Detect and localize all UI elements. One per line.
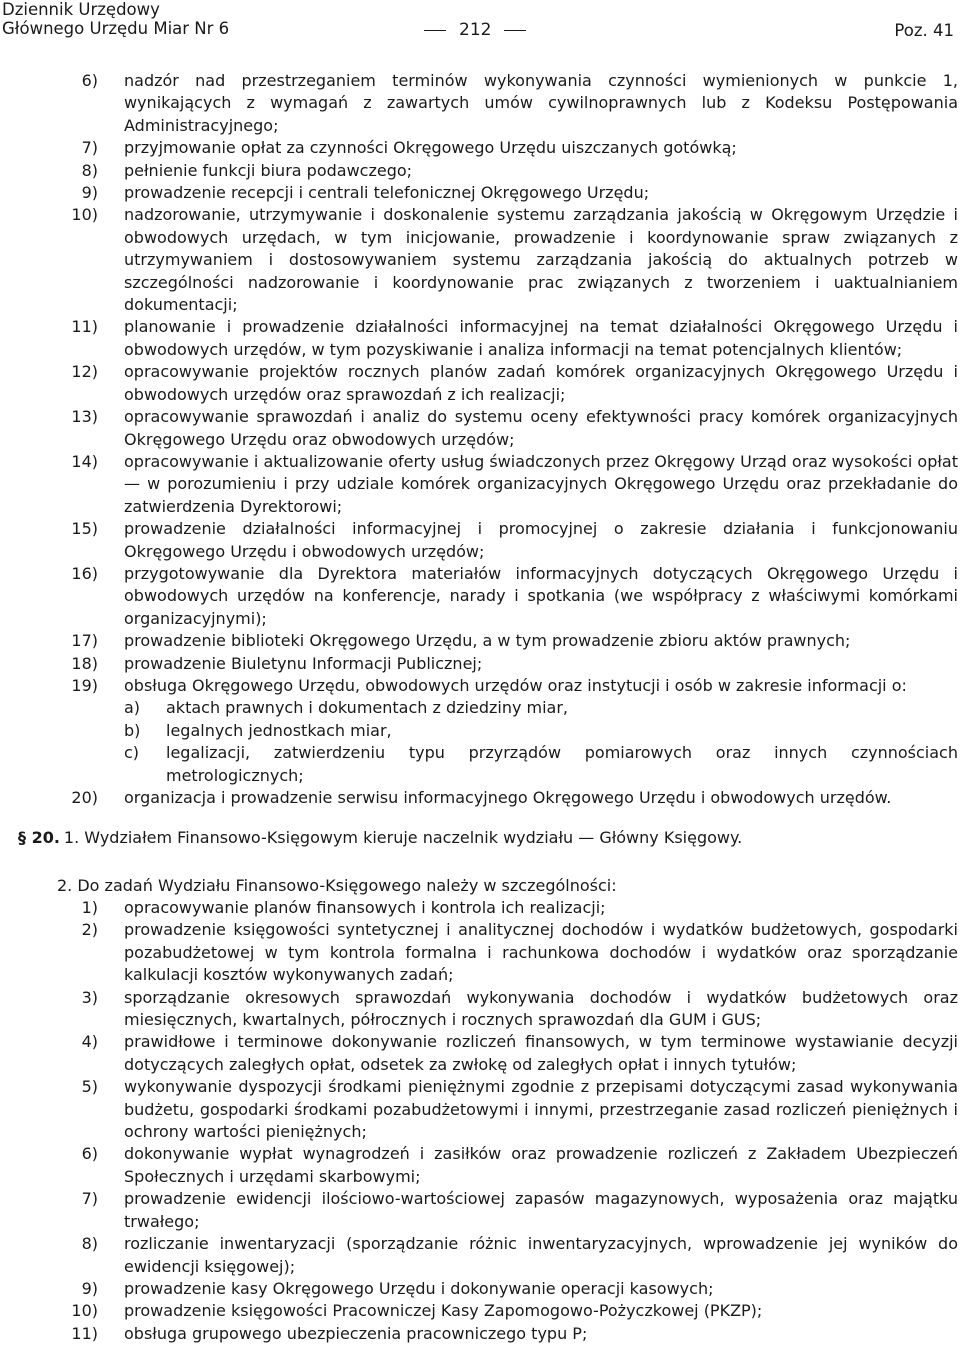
list-item-number: 19) bbox=[71, 675, 98, 695]
list-item bbox=[0, 653, 960, 675]
list-item-number: 1) bbox=[81, 898, 98, 917]
list-item-text: prowadzenie księgowości syntetycznej i analitycznej dochodów i wydatków budżetowych, gospodarki pozabudżetowej w tym kontrola formalna i rachunkowa dochodów i wydatków oraz sporządzanie kalkulacji kosztów wykonywanych zadań; bbox=[124, 920, 958, 985]
list-item-number: 9) bbox=[81, 1278, 98, 1298]
list-item-number: 8) bbox=[81, 1234, 98, 1254]
list-item bbox=[0, 361, 960, 406]
list-item-text: prawidłowe i terminowe dokonywanie rozliczeń finansowych, w tym terminowe wystawianie decyzji dotyczących zaległych opłat, odsetek za zwłokę od zaległych opłat i innych tytułów; bbox=[124, 1032, 958, 1074]
section-20-p1: 1. Wydziałem Finansowo-Księgowym kieruje naczelnik wydziału — Główny Księgowy. bbox=[63, 828, 743, 847]
list-item bbox=[0, 70, 960, 137]
list-item bbox=[0, 563, 960, 630]
list-item bbox=[0, 1300, 960, 1322]
list-item bbox=[0, 1278, 960, 1300]
list-item bbox=[0, 406, 960, 451]
list-item-text: aktach prawnych i dokumentach z dziedziny miar, bbox=[166, 698, 569, 718]
list-item-text: nadzorowanie, utrzymywanie i doskonalenie systemu zarządzania jakością w Okręgowym Urzędzie i obwodowych urzędach, w tym inicjowanie, prowadzenie i koordynowanie spraw związanych z utrzymywaniem i dostosowywaniem systemu zarządzania jakością do aktualnych potrzeb w szczególności nadzorowanie i koordynowanie prac związanych z tworzeniem i uaktualnianiem dokumentacji; bbox=[124, 205, 958, 315]
list-item bbox=[0, 160, 960, 182]
list-item bbox=[0, 630, 960, 652]
list-item-text: wykonywanie dyspozycji środkami pieniężnymi zgodnie z przepisami dotyczącymi zasad wykonywania budżetu, gospodarki środkami pozabudżetowymi i innymi, przestrzeganie zasad rozliczeń pieniężnych i ochrony wartości pieniężnych; bbox=[124, 1077, 958, 1142]
list-item-number: 6) bbox=[81, 71, 98, 90]
list-item-text: przyjmowanie opłat za czynności Okręgowego Urzędu uiszczanych gotówką; bbox=[124, 138, 737, 158]
sub-list-item bbox=[0, 742, 960, 787]
list-item-text: rozliczanie inwentaryzacji (sporządzanie różnic inwentaryzacyjnych, wprowadzenie jej wyników do ewidencji księgowej); bbox=[124, 1234, 958, 1276]
list-item-number: 17) bbox=[71, 631, 98, 651]
list-item bbox=[0, 987, 960, 1032]
sub-list-item bbox=[0, 697, 960, 719]
list-item-number: 20) bbox=[71, 788, 98, 807]
journal-title bbox=[2, 0, 229, 38]
list-item-number: b) bbox=[124, 720, 141, 740]
list-item bbox=[0, 1233, 960, 1278]
list-item bbox=[0, 1188, 960, 1233]
list-item bbox=[0, 787, 960, 809]
list-item bbox=[0, 1076, 960, 1143]
list-item-number: 16) bbox=[71, 563, 98, 583]
list-item-text: prowadzenie ewidencji ilościowo-wartościowej zapasów magazynowych, wyposażenia oraz majątku trwałego; bbox=[124, 1189, 958, 1231]
list-item-number: 6) bbox=[81, 1144, 98, 1164]
task-list-general bbox=[0, 70, 960, 809]
list-item-number: 5) bbox=[81, 1077, 98, 1097]
list-item-text: legalizacji, zatwierdzeniu typu przyrządów pomiarowych oraz innych czynnościach metrologicznych; bbox=[166, 743, 958, 785]
dash-left bbox=[424, 30, 446, 32]
list-item-number: 7) bbox=[81, 138, 98, 158]
list-item bbox=[0, 137, 960, 159]
list-item-number: 8) bbox=[81, 160, 98, 180]
list-item-text: planowanie i prowadzenie działalności informacyjnej na temat działalności Okręgowego Urzędu i obwodowych urzędów, w tym pozyskiwanie i analiza informacji na temat potencjalnych klientów; bbox=[124, 317, 958, 359]
list-item-text: prowadzenie recepcji i centrali telefonicznej Okręgowego Urzędu; bbox=[124, 183, 650, 203]
list-item bbox=[0, 1323, 960, 1345]
list-item bbox=[0, 1143, 960, 1188]
list-item-number: a) bbox=[124, 698, 141, 718]
list-item-number: 2) bbox=[81, 920, 98, 940]
list-item bbox=[0, 204, 960, 316]
list-item bbox=[0, 675, 960, 697]
list-item-number: 7) bbox=[81, 1189, 98, 1209]
list-item-number: 4) bbox=[81, 1032, 98, 1052]
list-item-number: 12) bbox=[71, 362, 98, 382]
page-number: 212 bbox=[459, 20, 492, 40]
list-item-text: pełnienie funkcji biura podawczego; bbox=[124, 160, 413, 180]
list-item bbox=[0, 897, 960, 919]
page-number-group bbox=[411, 21, 539, 40]
sub-list-item bbox=[0, 720, 960, 742]
section-20-point-2: 2. Do zadań Wydziału Finansowo-Księgowego należy w szczególności: bbox=[57, 876, 617, 895]
list-item bbox=[0, 919, 960, 986]
list-item-text: prowadzenie księgowości Pracowniczej Kasy Zapomogowo-Pożyczkowej (PKZP); bbox=[124, 1301, 763, 1321]
list-item-text: obsługa Okręgowego Urzędu, obwodowych urzędów oraz instytucji i osób w zakresie informacji o: bbox=[124, 675, 907, 695]
list-item-text: legalnych jednostkach miar, bbox=[166, 720, 392, 740]
list-item-number: 14) bbox=[71, 451, 98, 471]
list-item-text: sporządzanie okresowych sprawozdań wykonywania dochodów i wydatków budżetowych oraz miesięcznych, kwartalnych, półrocznych i rocznych sprawozdań dla GUM i GUS; bbox=[124, 987, 958, 1030]
journal-title-line1: Dziennik Urzędowy bbox=[2, 0, 160, 19]
list-item-text: prowadzenie biblioteki Okręgowego Urzędu, a w tym prowadzenie zbioru aktów prawnych; bbox=[124, 631, 851, 651]
list-item-text: dokonywanie wypłat wynagrodzeń i zasiłków oraz prowadzenie rozliczeń z Zakładem Ubezpieczeń Społecznych i urzędami skarbowymi; bbox=[124, 1144, 958, 1186]
list-item-text: opracowywanie sprawozdań i analiz do systemu oceny efektywności pracy komórek organizacyjnych Okręgowego Urzędu oraz obwodowych urzędów; bbox=[124, 407, 958, 449]
list-item-text: opracowywanie planów finansowych i kontrola ich realizacji; bbox=[124, 898, 606, 917]
list-item bbox=[0, 451, 960, 518]
list-item-number: 10) bbox=[71, 205, 98, 225]
list-item-number: 11) bbox=[71, 317, 98, 337]
list-item bbox=[0, 518, 960, 563]
list-item-text: prowadzenie działalności informacyjnej i promocyjnej o zakresie działania i funkcjonowaniu Okręgowego Urzędu i obwodowych urzędów; bbox=[124, 519, 958, 561]
list-item-number: 10) bbox=[71, 1301, 98, 1321]
page-header bbox=[0, 0, 960, 44]
list-item-text: nadzór nad przestrzeganiem terminów wykonywania czynności wymienionych w punkcie 1, wynikających z wymagań z zawartych umów cywilnoprawnych lub z Kodeksu Postępowania Administracyjnego; bbox=[124, 71, 958, 135]
list-item-number: 11) bbox=[71, 1323, 98, 1343]
list-item-number: c) bbox=[124, 743, 140, 763]
list-item-number: 13) bbox=[71, 407, 98, 427]
list-item-number: 15) bbox=[71, 519, 98, 539]
journal-title-line2: Głównego Urzędu Miar Nr 6 bbox=[2, 19, 230, 38]
list-item bbox=[0, 182, 960, 204]
list-item-number: 9) bbox=[81, 183, 98, 203]
list-item-text: opracowywanie projektów rocznych planów zadań komórek organizacyjnych Okręgowego Urzędu i obwodowych urzędów oraz sprawozdań z ich realizacji; bbox=[124, 362, 958, 404]
list-item-text: prowadzenie Biuletynu Informacji Publicznej; bbox=[124, 653, 483, 673]
list-item bbox=[0, 316, 960, 361]
list-item-text: organizacja i prowadzenie serwisu informacyjnego Okręgowego Urzędu i obwodowych urzędów. bbox=[124, 788, 892, 807]
list-item-text: opracowywanie i aktualizowanie oferty usług świadczonych przez Okręgowy Urząd oraz wysokości opłat — w porozumieniu i przy udziale komórek organizacyjnych Okręgowego Urzędu oraz przekładanie do zatwierdzenia Dyrektorowi; bbox=[124, 451, 958, 516]
list-item bbox=[0, 1031, 960, 1076]
section-20-point-1 bbox=[18, 827, 742, 849]
list-item-number: 18) bbox=[71, 653, 98, 673]
list-item-text: obsługa grupowego ubezpieczenia pracowniczego typu P; bbox=[124, 1323, 588, 1343]
position-number: Poz. 41 bbox=[894, 21, 954, 40]
list-item-text: przygotowywanie dla Dyrektora materiałów informacyjnych dotyczących Okręgowego Urzędu i obwodowych urzędów na konferencje, narady i spotkania (we współpracy z właściwymi komórkami organizacyjnymi); bbox=[124, 563, 958, 628]
task-list-finance bbox=[0, 897, 960, 1345]
list-item-number: 3) bbox=[81, 987, 98, 1007]
list-item-text: prowadzenie kasy Okręgowego Urzędu i dokonywanie operacji kasowych; bbox=[124, 1278, 714, 1298]
section-20-marker: § 20. bbox=[18, 828, 60, 847]
dash-right bbox=[504, 30, 526, 32]
